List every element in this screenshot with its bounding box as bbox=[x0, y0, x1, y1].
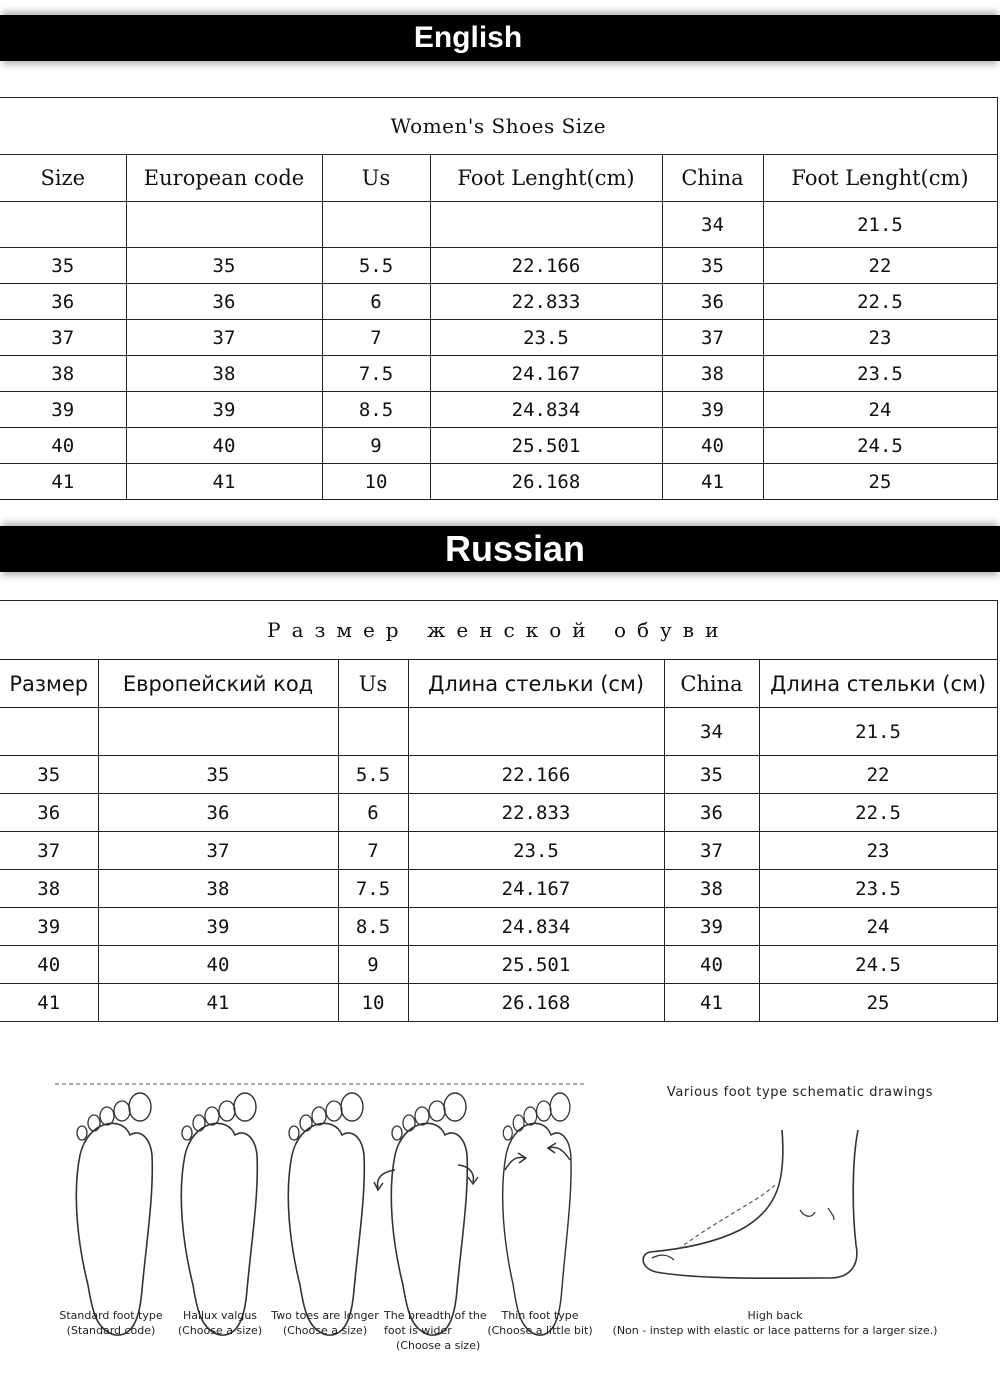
cell-foot-cm: 23.5 bbox=[763, 356, 997, 392]
col-header-us: Us bbox=[322, 155, 430, 202]
cell-european-code: 40 bbox=[126, 428, 322, 464]
cell-european-code: 40 bbox=[98, 946, 338, 984]
cell-china: 41 bbox=[664, 984, 759, 1022]
col-header-china-foot-length: Foot Lenght(cm) bbox=[763, 155, 997, 202]
cell-size: 41 bbox=[0, 464, 126, 500]
table-row bbox=[0, 832, 997, 870]
cell-us: 9 bbox=[322, 428, 430, 464]
col-header-china: China bbox=[662, 155, 763, 202]
cell-length: 22.833 bbox=[408, 794, 664, 832]
cell-china: 39 bbox=[664, 908, 759, 946]
cell-foot-cm: 23 bbox=[763, 320, 997, 356]
cell-size: 38 bbox=[0, 356, 126, 392]
col-header-insole-length: Длина стельки (см) bbox=[408, 660, 664, 708]
cell-european-code: 37 bbox=[126, 320, 322, 356]
col-header-china: China bbox=[664, 660, 759, 708]
cell-size: 35 bbox=[0, 248, 126, 284]
wide-foot-drawing bbox=[391, 1093, 467, 1335]
two-toes-longer-foot-drawing bbox=[288, 1093, 364, 1335]
cell-foot-cm: 24.5 bbox=[763, 428, 997, 464]
cell-us: 10 bbox=[338, 984, 408, 1022]
col-header-size: Size bbox=[0, 155, 126, 202]
cell-european-code: 39 bbox=[126, 392, 322, 428]
cell-us: 6 bbox=[322, 284, 430, 320]
table-title: Women's Shoes Size bbox=[0, 98, 997, 155]
cell-us: 7.5 bbox=[338, 870, 408, 908]
foot-types-section bbox=[0, 1040, 1000, 1370]
cell-length: 26.168 bbox=[408, 984, 664, 1022]
cell-china: 40 bbox=[662, 428, 763, 464]
table-title: Размер женской обуви bbox=[0, 601, 997, 660]
table-row bbox=[0, 908, 997, 946]
cell-china: 36 bbox=[664, 794, 759, 832]
cell-foot-cm: 23.5 bbox=[759, 870, 997, 908]
table-row bbox=[0, 320, 997, 356]
col-header-china-insole-length: Длина стельки (см) bbox=[759, 660, 997, 708]
cell-foot-cm: 25 bbox=[759, 984, 997, 1022]
cell-length: 22.166 bbox=[408, 756, 664, 794]
cell-china: 34 bbox=[664, 708, 759, 756]
cell-foot-cm: 22 bbox=[759, 756, 997, 794]
cell-length: 24.834 bbox=[430, 392, 662, 428]
cell-european-code: 38 bbox=[98, 870, 338, 908]
cell-us: 8.5 bbox=[322, 392, 430, 428]
cell-china: 35 bbox=[662, 248, 763, 284]
cell-size: 36 bbox=[0, 284, 126, 320]
cell-size: 35 bbox=[0, 756, 98, 794]
cell-size: 39 bbox=[0, 392, 126, 428]
cell-foot-cm: 22.5 bbox=[763, 284, 997, 320]
cell-us: 7.5 bbox=[322, 356, 430, 392]
cell-size: 40 bbox=[0, 946, 98, 984]
cell-foot-cm: 24 bbox=[763, 392, 997, 428]
table-row bbox=[0, 428, 997, 464]
cell-us: 5.5 bbox=[338, 756, 408, 794]
cell-european-code: 41 bbox=[98, 984, 338, 1022]
schematic-title: Various foot type schematic drawings bbox=[666, 1085, 934, 1100]
cell-size: 37 bbox=[0, 320, 126, 356]
cell-us: 8.5 bbox=[338, 908, 408, 946]
cell-foot-cm: 21.5 bbox=[759, 708, 997, 756]
table-row bbox=[0, 946, 997, 984]
cell-length: 24.834 bbox=[408, 908, 664, 946]
cell-length: 25.501 bbox=[408, 946, 664, 984]
col-header-european-code: Европейский код bbox=[98, 660, 338, 708]
russian-banner bbox=[0, 526, 1000, 572]
cell-size: 37 bbox=[0, 832, 98, 870]
cell-length: 24.167 bbox=[408, 870, 664, 908]
caption-wide-foot: The breadth of the foot is wider (Choose a size) bbox=[384, 1309, 487, 1352]
table-row bbox=[0, 392, 997, 428]
cell-european-code: 41 bbox=[126, 464, 322, 500]
cell-length: 23.5 bbox=[408, 832, 664, 870]
caption-thin-foot: Thin foot type (Choose a little bit) bbox=[487, 1309, 593, 1337]
col-header-size: Размер bbox=[0, 660, 98, 708]
cell-foot-cm: 22.5 bbox=[759, 794, 997, 832]
cell-european-code: 36 bbox=[126, 284, 322, 320]
cell-length: 25.501 bbox=[430, 428, 662, 464]
narrow-arrow-left-icon bbox=[505, 1157, 525, 1170]
col-header-us: Us bbox=[338, 660, 408, 708]
cell-foot-cm: 21.5 bbox=[763, 202, 997, 248]
table-row bbox=[0, 984, 997, 1022]
cell-foot-cm: 22 bbox=[763, 248, 997, 284]
cell-european-code: 38 bbox=[126, 356, 322, 392]
cell-european-code: 37 bbox=[98, 832, 338, 870]
thin-foot-drawing bbox=[503, 1093, 571, 1335]
russian-size-table bbox=[0, 600, 998, 1022]
cell-foot-cm: 23 bbox=[759, 832, 997, 870]
table-row bbox=[0, 708, 997, 756]
hallux-valgus-foot-drawing bbox=[181, 1093, 257, 1335]
cell-china: 35 bbox=[664, 756, 759, 794]
cell-length: 24.167 bbox=[430, 356, 662, 392]
cell-length: 22.833 bbox=[430, 284, 662, 320]
table-row bbox=[0, 870, 997, 908]
cell-us: 5.5 bbox=[322, 248, 430, 284]
english-size-table bbox=[0, 97, 998, 500]
table-row bbox=[0, 248, 997, 284]
cell-foot-cm: 24.5 bbox=[759, 946, 997, 984]
cell-us: 6 bbox=[338, 794, 408, 832]
cell-china: 37 bbox=[664, 832, 759, 870]
caption-standard: Standard foot type (Standard code) bbox=[59, 1309, 163, 1337]
cell-length: 22.166 bbox=[430, 248, 662, 284]
cell-size: 36 bbox=[0, 794, 98, 832]
standard-foot-drawing bbox=[76, 1093, 152, 1335]
caption-two-toes-longer: Two toes are longer (Choose a size) bbox=[271, 1309, 379, 1337]
english-banner bbox=[0, 15, 1000, 61]
cell-china: 39 bbox=[662, 392, 763, 428]
cell-china: 41 bbox=[662, 464, 763, 500]
table-row bbox=[0, 756, 997, 794]
cell-china: 38 bbox=[662, 356, 763, 392]
table-row bbox=[0, 794, 997, 832]
cell-european-code: 39 bbox=[98, 908, 338, 946]
cell-size: 38 bbox=[0, 870, 98, 908]
table-row bbox=[0, 356, 997, 392]
cell-european-code: 35 bbox=[98, 756, 338, 794]
cell-size: 40 bbox=[0, 428, 126, 464]
col-header-foot-length: Foot Lenght(cm) bbox=[430, 155, 662, 202]
cell-china: 37 bbox=[662, 320, 763, 356]
cell-us: 7 bbox=[338, 832, 408, 870]
cell-size: 39 bbox=[0, 908, 98, 946]
high-back-foot-drawing bbox=[643, 1130, 858, 1278]
cell-length: 26.168 bbox=[430, 464, 662, 500]
table-row bbox=[0, 202, 997, 248]
cell-us: 9 bbox=[338, 946, 408, 984]
cell-foot-cm: 24 bbox=[759, 908, 997, 946]
caption-hallux-valgus: Hallux valgus (Choose a size) bbox=[177, 1309, 263, 1337]
table-row bbox=[0, 464, 997, 500]
cell-us: 7 bbox=[322, 320, 430, 356]
narrow-arrow-right-icon bbox=[549, 1147, 570, 1160]
cell-european-code: 35 bbox=[126, 248, 322, 284]
cell-european-code: 36 bbox=[98, 794, 338, 832]
caption-high-back: High back (Non - instep with elastic or lace patterns for a larger size.) bbox=[612, 1309, 938, 1337]
english-banner-label: English bbox=[413, 21, 523, 54]
table-row bbox=[0, 284, 997, 320]
widen-arrow-right-icon bbox=[458, 1165, 473, 1182]
cell-size: 41 bbox=[0, 984, 98, 1022]
cell-foot-cm: 25 bbox=[763, 464, 997, 500]
cell-china: 40 bbox=[664, 946, 759, 984]
cell-length: 23.5 bbox=[430, 320, 662, 356]
col-header-european-code: European code bbox=[126, 155, 322, 202]
russian-banner-label: Russian bbox=[444, 528, 586, 569]
cell-china: 34 bbox=[662, 202, 763, 248]
cell-china: 36 bbox=[662, 284, 763, 320]
cell-us: 10 bbox=[322, 464, 430, 500]
cell-china: 38 bbox=[664, 870, 759, 908]
